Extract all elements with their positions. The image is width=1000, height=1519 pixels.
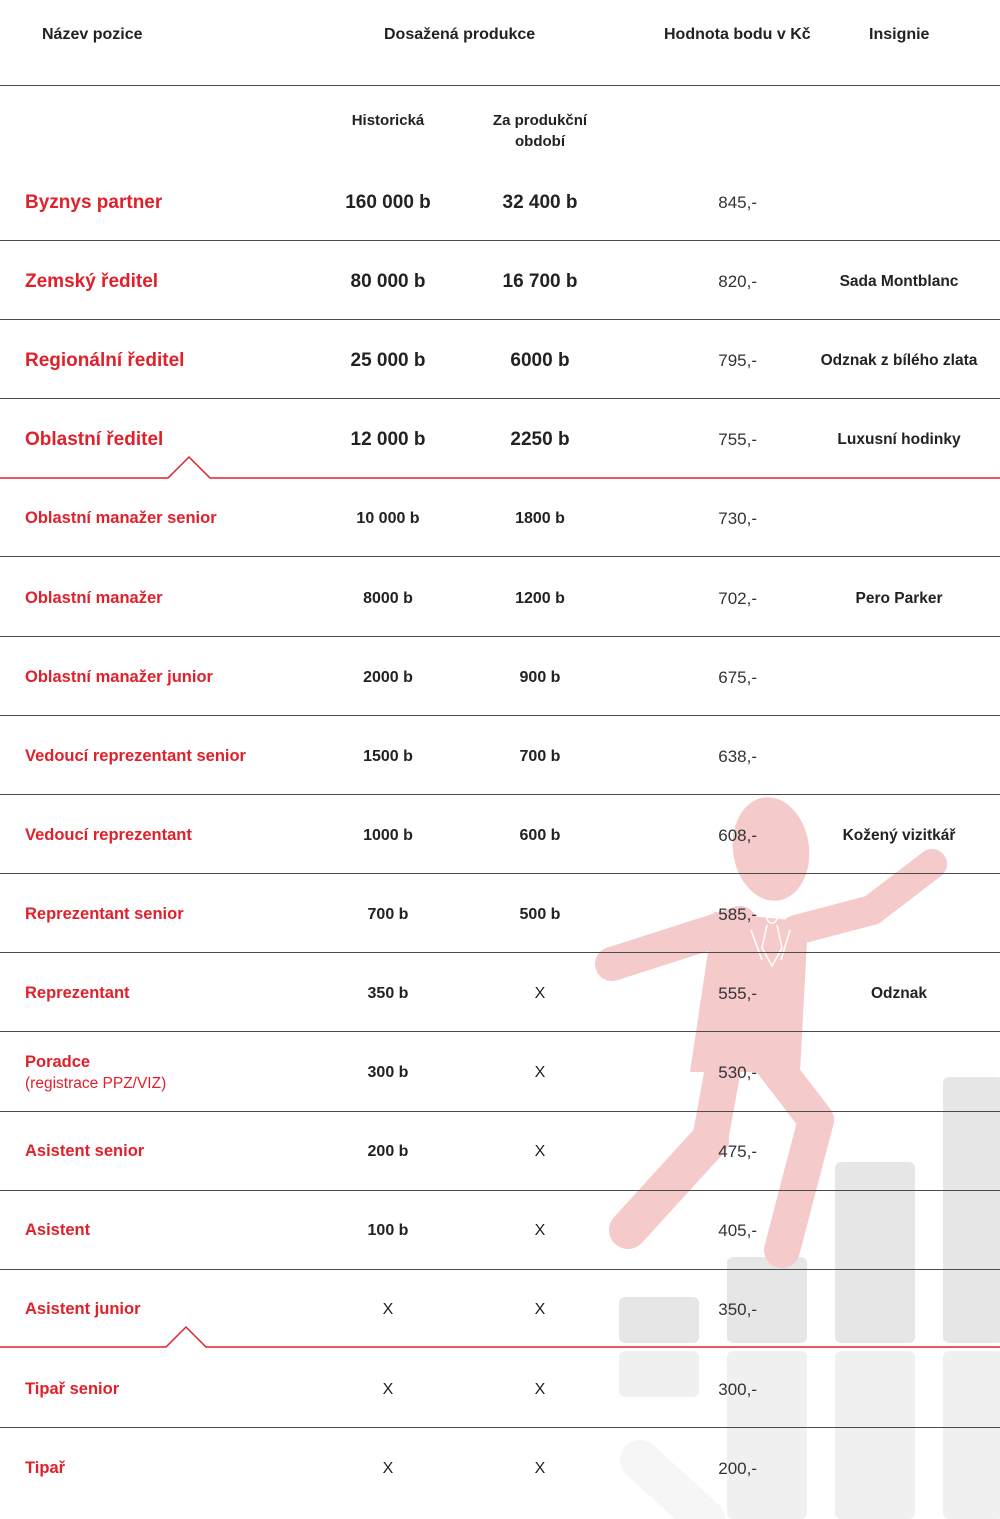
historical-production-text: 10 000 b xyxy=(356,509,420,527)
historical-production xyxy=(313,796,463,875)
header-divider xyxy=(0,85,1000,86)
point-value xyxy=(660,1270,757,1349)
historical-production-text: 25 000 b xyxy=(350,349,426,371)
point-value-text: 555,- xyxy=(718,983,757,1003)
historical-production xyxy=(313,321,463,400)
historical-production xyxy=(313,1112,463,1191)
period-production xyxy=(465,717,615,796)
historical-production-text: 700 b xyxy=(367,905,409,923)
position-name-text: Asistent xyxy=(25,1221,91,1239)
position-name-text: Byznys partner xyxy=(25,192,163,213)
insignia-text: Odznak xyxy=(871,985,927,1002)
period-production-text: 6000 b xyxy=(510,349,570,371)
historical-production xyxy=(313,163,463,242)
period-production-text: X xyxy=(534,1300,546,1318)
position-name-text: Tipař senior xyxy=(25,1380,120,1398)
position-name-text: Asistent junior xyxy=(25,1300,141,1318)
table-row xyxy=(0,875,1000,954)
point-value-text: 730,- xyxy=(718,508,757,528)
period-production xyxy=(465,559,615,638)
table-row xyxy=(0,1033,1000,1112)
insignia xyxy=(820,242,978,321)
period-production xyxy=(465,1191,615,1270)
point-value xyxy=(660,1429,757,1508)
point-value-text: 300,- xyxy=(718,1379,757,1399)
position-name xyxy=(25,1191,255,1270)
position-name-text: Vedoucí reprezentant xyxy=(25,826,192,844)
period-production-text: 1800 b xyxy=(515,509,565,527)
position-name xyxy=(25,559,255,638)
point-value-text: 200,- xyxy=(718,1458,757,1478)
period-production-text: X xyxy=(534,1221,546,1239)
point-value xyxy=(660,163,757,242)
point-value-text: 845,- xyxy=(718,192,757,212)
historical-production xyxy=(313,1350,463,1429)
point-value xyxy=(660,1350,757,1429)
point-value-text: 675,- xyxy=(718,667,757,687)
period-production-text: 500 b xyxy=(519,905,561,923)
table-row xyxy=(0,954,1000,1033)
table-row xyxy=(0,321,1000,400)
historical-production-text: 1000 b xyxy=(363,826,413,844)
header-name: Název pozice xyxy=(42,26,143,43)
position-name xyxy=(25,1270,255,1349)
historical-production xyxy=(313,1033,463,1112)
position-name xyxy=(25,163,255,242)
period-production-text: X xyxy=(534,1142,546,1160)
historical-production xyxy=(313,717,463,796)
period-production-text: 16 700 b xyxy=(502,270,578,292)
period-production-text: 900 b xyxy=(519,668,561,686)
point-value xyxy=(660,796,757,875)
position-name xyxy=(25,242,255,321)
table-row xyxy=(0,796,1000,875)
period-production xyxy=(465,954,615,1033)
table-row xyxy=(0,559,1000,638)
table-row xyxy=(0,479,1000,558)
position-name xyxy=(25,638,255,717)
historical-production-text: X xyxy=(382,1300,394,1318)
historical-production xyxy=(313,875,463,954)
position-name-text: Oblastní manažer xyxy=(25,589,163,607)
insignia xyxy=(820,400,978,479)
position-name-text: Asistent senior xyxy=(25,1142,145,1160)
table-row xyxy=(0,400,1000,479)
position-name xyxy=(25,796,255,875)
position-name xyxy=(25,1033,255,1112)
subheader-period: Za produkční období xyxy=(492,112,588,150)
header-insignia: Insignie xyxy=(869,26,930,43)
point-value-text: 530,- xyxy=(718,1062,757,1082)
period-production xyxy=(465,1270,615,1349)
point-value xyxy=(660,479,757,558)
historical-production xyxy=(313,559,463,638)
point-value xyxy=(660,875,757,954)
point-value xyxy=(660,242,757,321)
historical-production-text: 8000 b xyxy=(363,589,413,607)
historical-production-text: X xyxy=(382,1459,394,1477)
position-name-text: Oblastní manažer senior xyxy=(25,509,217,527)
position-name xyxy=(25,1429,255,1508)
position-note: (registrace PPZ/VIZ) xyxy=(25,1074,167,1092)
historical-production-text: 100 b xyxy=(367,1221,409,1239)
historical-production-text: 350 b xyxy=(367,984,409,1002)
historical-production xyxy=(313,1270,463,1349)
insignia xyxy=(820,796,978,875)
table-row xyxy=(0,1429,1000,1508)
insignia xyxy=(820,559,978,638)
position-name xyxy=(25,400,255,479)
position-name xyxy=(25,479,255,558)
insignia xyxy=(820,321,978,400)
period-production-text: 700 b xyxy=(519,747,561,765)
period-production xyxy=(465,1112,615,1191)
point-value-text: 405,- xyxy=(718,1220,757,1240)
point-value-text: 795,- xyxy=(718,350,757,370)
insignia xyxy=(820,954,978,1033)
point-value xyxy=(660,400,757,479)
historical-production xyxy=(313,1429,463,1508)
historical-production-text: 80 000 b xyxy=(350,270,426,292)
position-name-text: Zemský ředitel xyxy=(25,271,159,292)
point-value xyxy=(660,1191,757,1270)
point-value-text: 608,- xyxy=(718,825,757,845)
table-row xyxy=(0,1270,1000,1349)
table-row xyxy=(0,1350,1000,1429)
historical-production-text: X xyxy=(382,1380,394,1398)
subheader-historical: Historická xyxy=(351,112,425,129)
period-production xyxy=(465,321,615,400)
period-production xyxy=(465,638,615,717)
historical-production xyxy=(313,479,463,558)
point-value-text: 702,- xyxy=(718,588,757,608)
historical-production xyxy=(313,400,463,479)
point-value xyxy=(660,1112,757,1191)
period-production-text: 600 b xyxy=(519,826,561,844)
historical-production-text: 300 b xyxy=(367,1063,409,1081)
period-production xyxy=(465,796,615,875)
table-row xyxy=(0,242,1000,321)
position-name xyxy=(25,954,255,1033)
header-point-value: Hodnota bodu v Kč xyxy=(664,26,811,43)
period-production xyxy=(465,1350,615,1429)
period-production-text: 32 400 b xyxy=(502,191,578,213)
point-value xyxy=(660,1033,757,1112)
position-name-text: Regionální ředitel xyxy=(25,350,185,371)
position-name-text: Oblastní ředitel xyxy=(25,429,164,450)
table-row xyxy=(0,163,1000,242)
position-name xyxy=(25,1350,255,1429)
point-value-text: 585,- xyxy=(718,904,757,924)
historical-production-text: 2000 b xyxy=(363,668,413,686)
period-production-text: X xyxy=(534,1380,546,1398)
position-name-text: Tipař xyxy=(25,1459,66,1477)
period-production xyxy=(465,1429,615,1508)
table-row xyxy=(0,717,1000,796)
period-production-text: 1200 b xyxy=(515,589,565,607)
insignia-text: Pero Parker xyxy=(855,590,943,607)
insignia-text: Sada Montblanc xyxy=(839,273,959,290)
point-value xyxy=(660,321,757,400)
historical-production xyxy=(313,242,463,321)
period-production xyxy=(465,163,615,242)
position-name-text: Reprezentant senior xyxy=(25,905,184,923)
position-name xyxy=(25,717,255,796)
period-production xyxy=(465,875,615,954)
period-production-text: X xyxy=(534,984,546,1002)
table-row xyxy=(0,1112,1000,1191)
point-value-text: 755,- xyxy=(718,429,757,449)
point-value-text: 475,- xyxy=(718,1141,757,1161)
period-production xyxy=(465,400,615,479)
historical-production-text: 160 000 b xyxy=(345,191,431,213)
position-name xyxy=(25,321,255,400)
point-value-text: 820,- xyxy=(718,271,757,291)
table-row xyxy=(0,638,1000,717)
historical-production xyxy=(313,954,463,1033)
position-name-text: Reprezentant xyxy=(25,984,130,1002)
position-name xyxy=(25,1112,255,1191)
period-production xyxy=(465,242,615,321)
insignia-text: Odznak z bílého zlata xyxy=(820,352,978,369)
historical-production xyxy=(313,1191,463,1270)
historical-production xyxy=(313,638,463,717)
point-value xyxy=(660,954,757,1033)
period-production-text: 2250 b xyxy=(510,428,570,450)
point-value xyxy=(660,717,757,796)
period-production-text: X xyxy=(534,1459,546,1477)
period-production xyxy=(465,479,615,558)
table-row xyxy=(0,1191,1000,1270)
point-value xyxy=(660,638,757,717)
historical-production-text: 200 b xyxy=(367,1142,409,1160)
point-value xyxy=(660,559,757,638)
period-production xyxy=(465,1033,615,1112)
position-name xyxy=(25,875,255,954)
position-name-text: Oblastní manažer junior xyxy=(25,668,213,686)
insignia-text: Kožený vizitkář xyxy=(842,827,956,844)
header-production: Dosažená produkce xyxy=(384,26,536,43)
point-value-text: 638,- xyxy=(718,746,757,766)
point-value-text: 350,- xyxy=(718,1299,757,1319)
insignia-text: Luxusní hodinky xyxy=(837,431,961,448)
historical-production-text: 12 000 b xyxy=(350,428,426,450)
position-name-text: Vedoucí reprezentant senior xyxy=(25,747,246,765)
position-name-text: Poradce xyxy=(25,1052,91,1071)
period-production-text: X xyxy=(534,1063,546,1081)
historical-production-text: 1500 b xyxy=(363,747,413,765)
